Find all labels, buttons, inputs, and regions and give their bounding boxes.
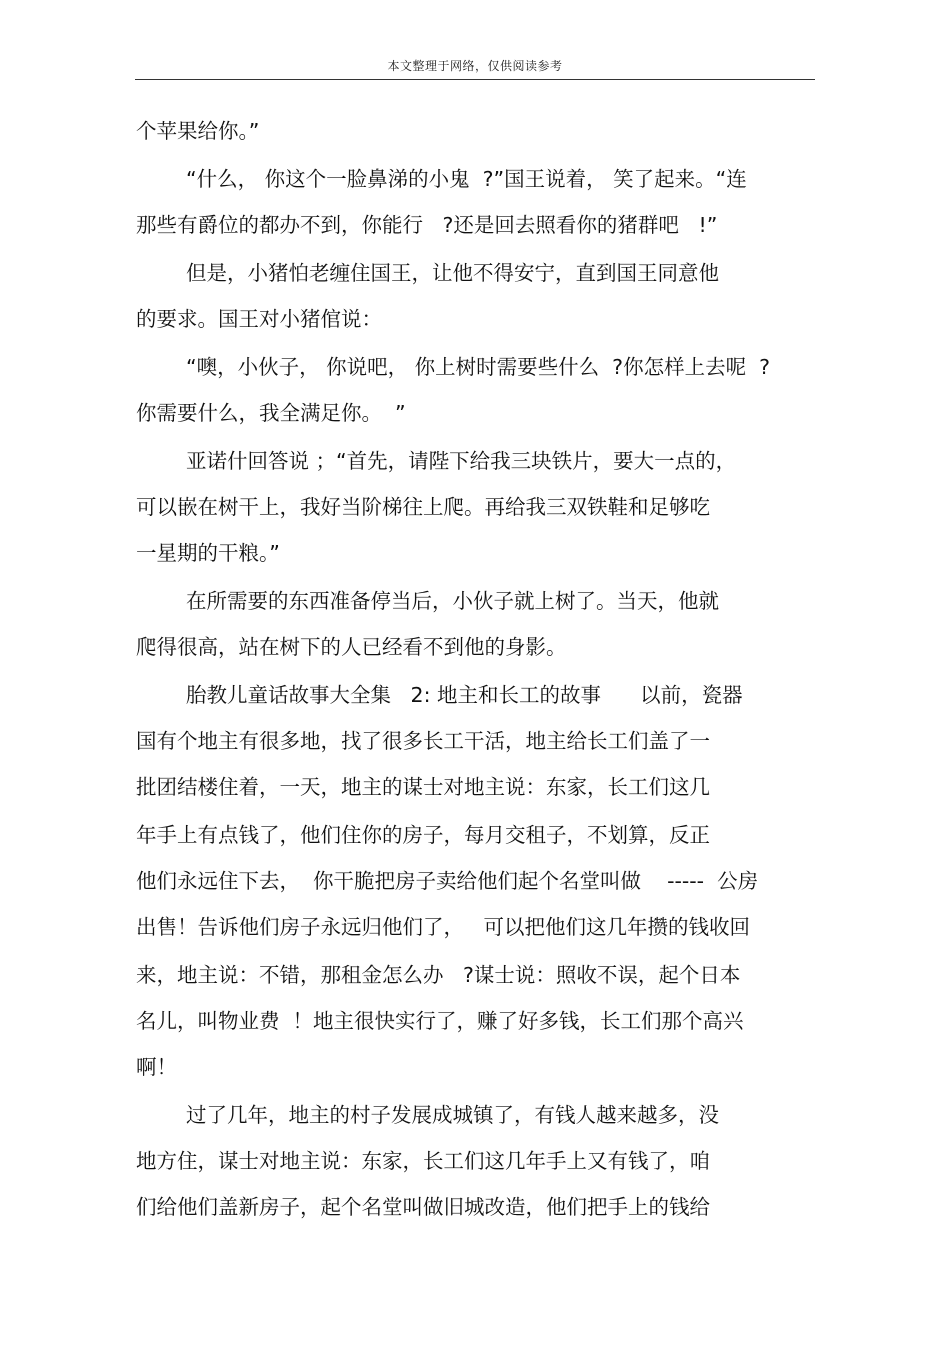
text-line: 过了几年，地主的村子发展成城镇了，有钱人越来越多，没 — [186, 1103, 719, 1127]
text-line: 一星期的干粮。” — [136, 541, 280, 565]
page-header: 本文整理于网络，仅供阅读参考 — [387, 59, 563, 73]
text-line: “什么， 你这个一脸鼻涕的小鬼 ?”国王说着， 笑了起来。“连 — [186, 167, 747, 191]
text-line: 批团结楼住着，一天，地主的谋士对地主说：东家，长工们这几 — [136, 775, 710, 799]
text-line: 爬得很高，站在树下的人已经看不到他的身影。 — [136, 635, 567, 659]
text-line: 国有个地主有很多地，找了很多长工干活，地主给长工们盖了一 — [136, 729, 710, 753]
text-line: 来，地主说：不错，那租金怎么办 ?谋士说：照收不误，起个日本 — [136, 963, 741, 987]
text-line: 个苹果给你。” — [136, 119, 260, 143]
text-line: 啊！ — [136, 1055, 177, 1079]
text-line: 那些有爵位的都办不到，你能行 ?还是回去照看你的猪群吧 !” — [136, 213, 718, 237]
text-line: 的要求。国王对小猪倌说： — [136, 307, 382, 331]
text-line: 地方住，谋士对地主说：东家，长工们这几年手上又有钱了，咱 — [136, 1149, 710, 1173]
text-line: 们给他们盖新房子，起个名堂叫做旧城改造，他们把手上的钱给 — [136, 1195, 710, 1219]
section-title-line: 胎教儿童话故事大全集 2: 地主和长工的故事 以前，瓷器 — [186, 683, 743, 707]
text-line: 出售！告诉他们房子永远归他们了， 可以把他们这几年攒的钱收回 — [136, 915, 751, 939]
text-line: 年手上有点钱了，他们住你的房子，每月交租子，不划算，反正 — [136, 823, 710, 847]
text-line: 亚诺什回答说 ；“首先，请陛下给我三块铁片，要大一点的， — [186, 449, 737, 473]
text-line: 可以嵌在树干上，我好当阶梯往上爬。再给我三双铁鞋和足够吃 — [136, 495, 710, 519]
text-line: 在所需要的东西准备停当后，小伙子就上树了。当天，他就 — [186, 589, 719, 613]
text-line: 但是，小猪怕老缠住国王，让他不得安宁，直到国王同意他 — [186, 261, 719, 285]
header-divider — [135, 79, 815, 80]
text-line: 名儿，叫物业费 ！地主很快实行了，赚了好多钱，长工们那个高兴 — [136, 1009, 744, 1033]
text-line: “噢，小伙子， 你说吧， 你上树时需要些什么 ?你怎样上去呢 ? — [186, 355, 770, 379]
text-line: 他们永远住下去， 你干脆把房子卖给他们起个名堂叫做 ----- 公房 — [136, 869, 759, 893]
text-line: 你需要什么，我全满足你。 ” — [136, 401, 406, 425]
